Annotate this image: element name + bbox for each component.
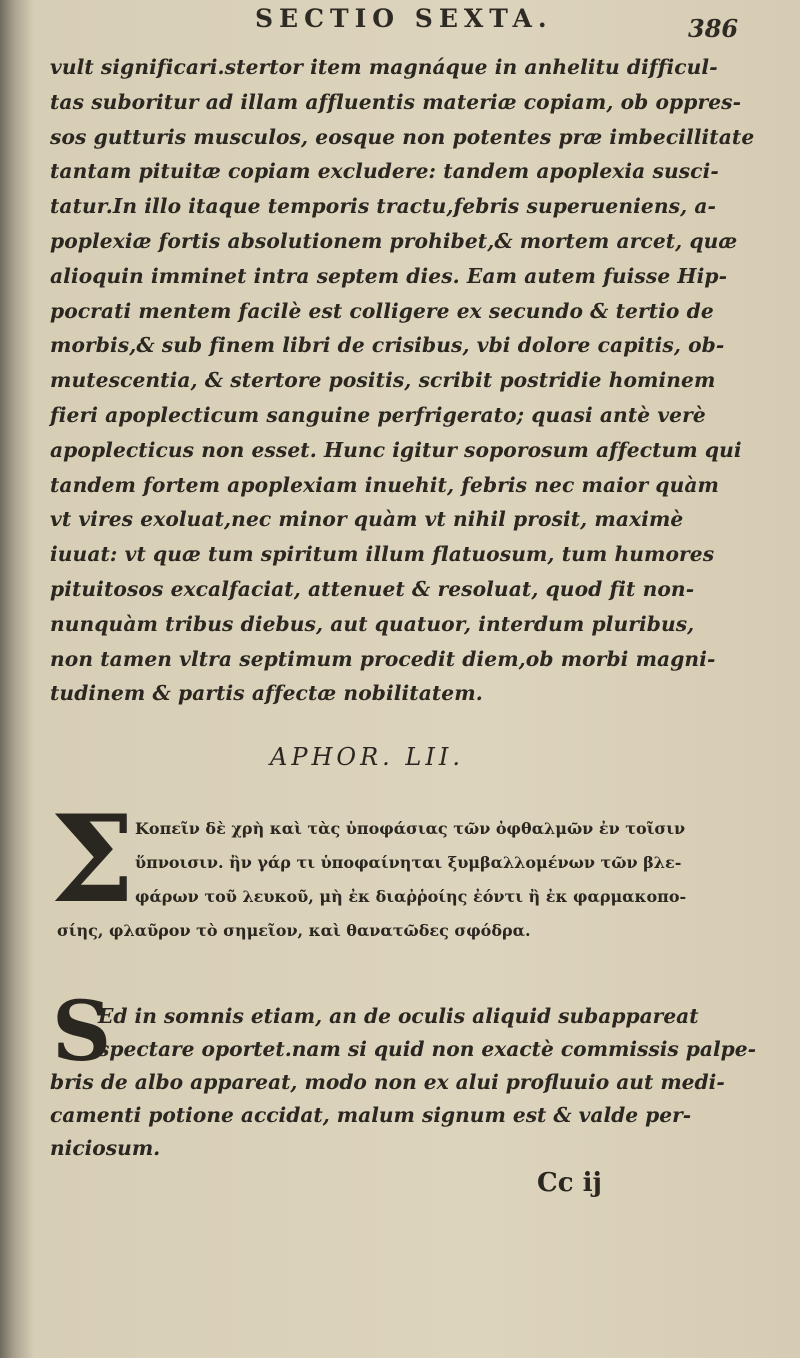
latin-line: bris de albo appareat, modo non ex alui profluuio aut medi- — [50, 1070, 725, 1094]
text-line: tantam pituitæ copiam excludere: tandem apoplexia susci- — [50, 159, 719, 184]
greek-line: φάρων τοῦ λευκοῦ, μὴ ἐκ διαῤῥοίης ἐόντι ἢ ἐκ φαρμακοπο- — [135, 887, 687, 906]
text-line: mutescentia, & stertore positis, scribit postridie hominem — [50, 368, 716, 393]
text-line: vult significari.stertor item magnáque in anhelitu difficul- — [50, 55, 718, 79]
text-line: sos gutturis musculos, eosque non potentes præ imbecillitate — [50, 124, 755, 149]
text-line: tudinem & partis affectæ nobilitatem. — [50, 681, 483, 706]
text-line: pituitosos excalfaciat, attenuet & resoluat, quod fit non- — [50, 576, 695, 601]
text-line: fieri apoplecticum sanguine perfrigerato; quasi antè verè — [50, 402, 706, 427]
latin-translation — [50, 1000, 756, 1165]
latin-line: niciosum. — [50, 1136, 161, 1160]
greek-line: σίης, φλαῦρον τὸ σημεῖον, καὶ θανατῶδες σφόδρα. — [57, 921, 531, 940]
text-line: tandem fortem apoplexiam inuehit, febris nec maior quàm — [50, 472, 719, 497]
text-line: poplexiæ fortis absolutionem prohibet,& mortem arcet, quæ — [50, 228, 738, 253]
latin-line: Ed in somnis etiam, an de oculis aliquid subappareat — [98, 1004, 699, 1028]
signature-mark: Cc ij — [537, 1168, 602, 1198]
running-head: SECTIO SEXTA. — [255, 4, 553, 33]
latin-drop-cap: S — [52, 984, 112, 1080]
text-line: tatur.In illo itaque temporis tractu,febris superueniens, a- — [50, 194, 717, 219]
greek-aphorism — [57, 812, 745, 948]
text-line: non tamen vltra septimum procedit diem,ob morbi magni- — [50, 646, 716, 671]
text-line: iuuat: vt quæ tum spiritum illum flatuosum, tum humores — [50, 542, 715, 567]
greek-drop-cap: Σ — [50, 789, 135, 930]
text-line: alioquin imminet intra septem dies. Eam autem fuisse Hip- — [50, 263, 728, 288]
text-line: vt vires exoluat,nec minor quàm vt nihil prosit, maximè — [50, 507, 684, 532]
text-line: apoplecticus non esset. Hunc igitur soporosum affectum qui — [50, 437, 742, 462]
greek-line: Κοπεῖν δὲ χρὴ καὶ τὰς ὑποφάσιας τῶν ὀφθαλμῶν ἐν τοῖσιν — [135, 819, 686, 838]
text-line: pocrati mentem facilè est colligere ex secundo & tertio de — [50, 298, 714, 323]
main-paragraph — [50, 50, 755, 711]
greek-line: ὕπνοισιν. ἢν γάρ τι ὑποφαίνηται ξυμβαλλομένων τῶν βλε- — [135, 853, 682, 872]
aphorism-heading: APHOR. LII. — [270, 743, 464, 771]
text-line: nunquàm tribus diebus, aut quatuor, interdum pluribus, — [50, 611, 695, 636]
latin-line: spectare oportet.nam si quid non exactè commissis palpe- — [98, 1037, 756, 1061]
text-line: tas suboritur ad illam affluentis materiæ copiam, ob oppres- — [50, 89, 742, 114]
latin-line: camenti potione accidat, malum signum est & valde per- — [50, 1103, 692, 1127]
page-number: 386 — [688, 14, 739, 43]
text-line: morbis,& sub finem libri de crisibus, vbi dolore capitis, ob- — [50, 333, 725, 358]
